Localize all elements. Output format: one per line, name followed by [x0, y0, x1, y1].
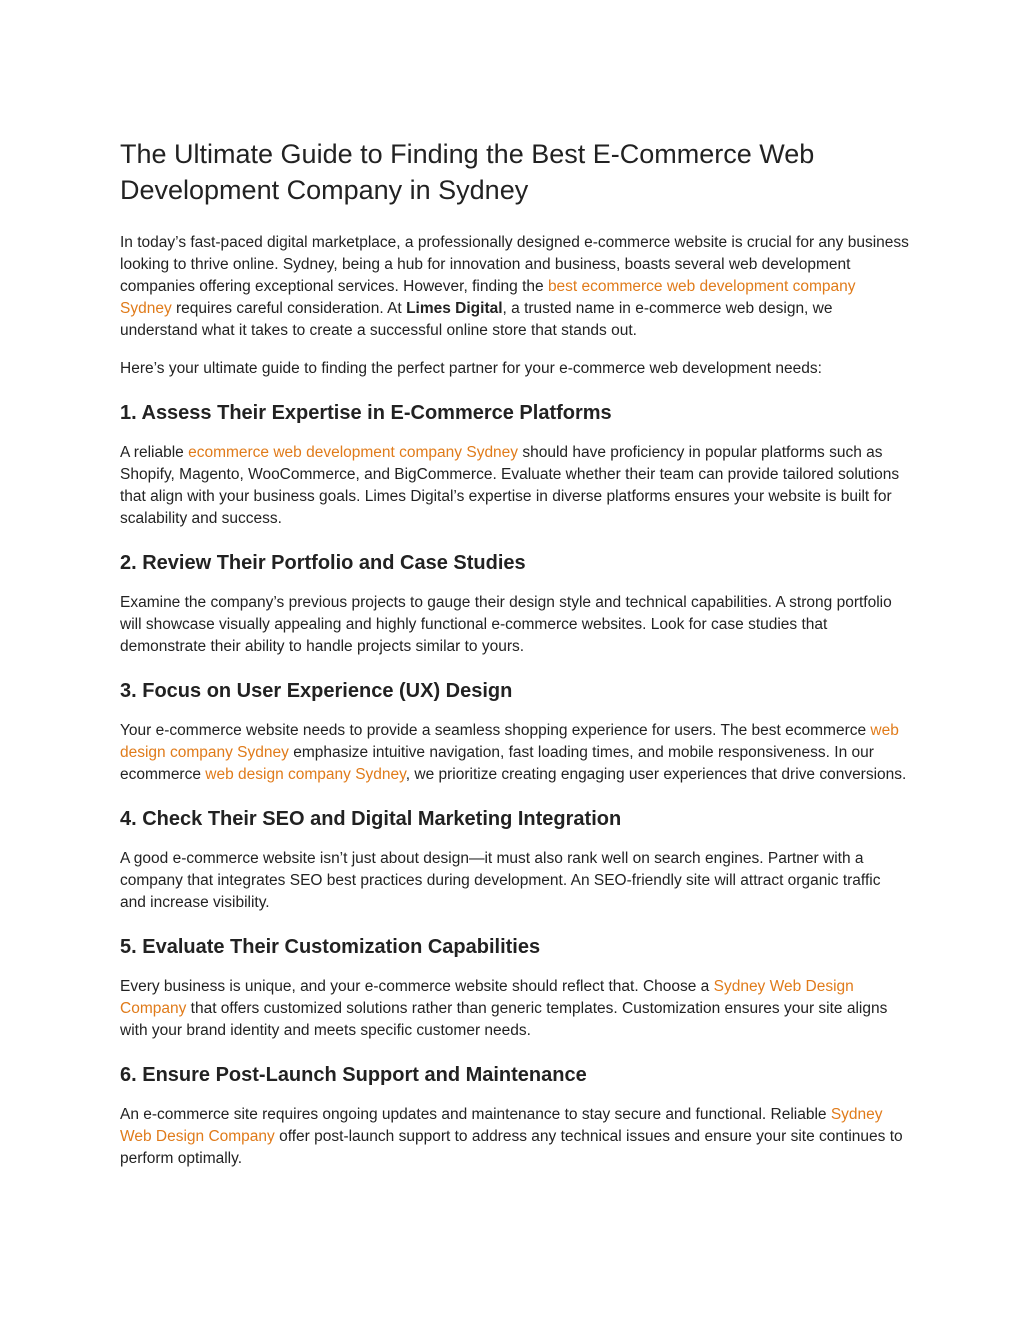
page-title: The Ultimate Guide to Finding the Best E-Commerce Web Development Company in Sydney: [120, 139, 815, 205]
section-2: [120, 550, 910, 658]
document-page: [120, 136, 910, 1190]
section-5: [120, 934, 910, 1042]
best-ecommerce-web-development-link[interactable]: best ecommerce web development company Sydney: [120, 278, 856, 317]
intro-text-3: , a trusted name in e-commerce web design, we understand what it takes to create a successful online store that stands out.: [120, 300, 833, 339]
section-paragraph: A good e-commerce website isn’t just about design—it must also rank well on search engines. Partner with a company that integrates SEO best practices during development. An SEO-friendly site will attract organic traffic and increase visibility.: [120, 850, 881, 911]
web-design-company-link-2[interactable]: web design company Sydney: [205, 766, 406, 783]
section-paragraph: [120, 720, 910, 786]
section-text: emphasize intuitive navigation, fast loading times, and mobile responsiveness. In our ecommerce: [120, 744, 874, 783]
section-paragraph: Examine the company’s previous projects to gauge their design style and technical capabilities. A strong portfolio will showcase visually appealing and highly functional e-commerce websites. Look for case studies that demonstrate their ability to handle projects similar to yours.: [120, 594, 892, 655]
section-heading: 6. Ensure Post-Launch Support and Maintenance: [120, 1064, 587, 1086]
section-text: Your e-commerce website needs to provide a seamless shopping experience for users. The best ecommerce: [120, 722, 871, 739]
sydney-web-design-company-link-2[interactable]: Sydney Web Design Company: [120, 1106, 883, 1145]
section-1: [120, 400, 910, 530]
section-heading: 3. Focus on User Experience (UX) Design: [120, 680, 513, 702]
section-text: Every business is unique, and your e-commerce website should reflect that. Choose a: [120, 978, 714, 995]
section-text: should have proficiency in popular platforms such as Shopify, Magento, WooCommerce, and BigCommerce. Evaluate whether their team can provide tailored solutions that align with your business goals. Limes Digital’s expertise in diverse platforms ensures your website is built for scalability and success.: [120, 444, 900, 527]
section-text: that offers customized solutions rather than generic templates. Customization ensures your site aligns with your brand identity and meets specific customer needs.: [120, 1000, 888, 1039]
section-heading: 5. Evaluate Their Customization Capabilities: [120, 936, 541, 958]
section-6: [120, 1062, 910, 1170]
section-heading: 2. Review Their Portfolio and Case Studies: [120, 552, 526, 574]
intro-text-1: In today’s fast-paced digital marketplace, a professionally designed e-commerce website is crucial for any business looking to thrive online. Sydney, being a hub for innovation and business, boasts several web development companies offering exceptional services. However, finding the: [120, 234, 909, 295]
section-paragraph: [120, 442, 910, 530]
section-text: , we prioritize creating engaging user experiences that drive conversions.: [405, 766, 907, 783]
section-heading: 4. Check Their SEO and Digital Marketing Integration: [120, 808, 622, 830]
section-text: A reliable: [120, 444, 189, 461]
intro-text-2: requires careful consideration. At: [171, 300, 407, 317]
web-design-company-link[interactable]: web design company Sydney: [120, 722, 899, 761]
section-heading: 1. Assess Their Expertise in E-Commerce Platforms: [120, 402, 612, 424]
section-paragraph: [120, 976, 910, 1042]
lead-paragraph: Here’s your ultimate guide to finding the perfect partner for your e-commerce web development needs:: [120, 360, 822, 377]
section-text: An e-commerce site requires ongoing updates and maintenance to stay secure and functional. Reliable: [120, 1106, 831, 1123]
ecommerce-web-development-link[interactable]: ecommerce web development company Sydney: [188, 444, 519, 461]
section-4: [120, 806, 910, 914]
section-text: offer post-launch support to address any technical issues and ensure your site continues to perform optimally.: [120, 1128, 903, 1167]
brand-name: Limes Digital: [406, 300, 503, 317]
section-3: [120, 678, 910, 786]
section-paragraph: [120, 1104, 910, 1170]
intro-paragraph: [120, 232, 910, 342]
sydney-web-design-company-link[interactable]: Sydney Web Design Company: [120, 978, 854, 1017]
